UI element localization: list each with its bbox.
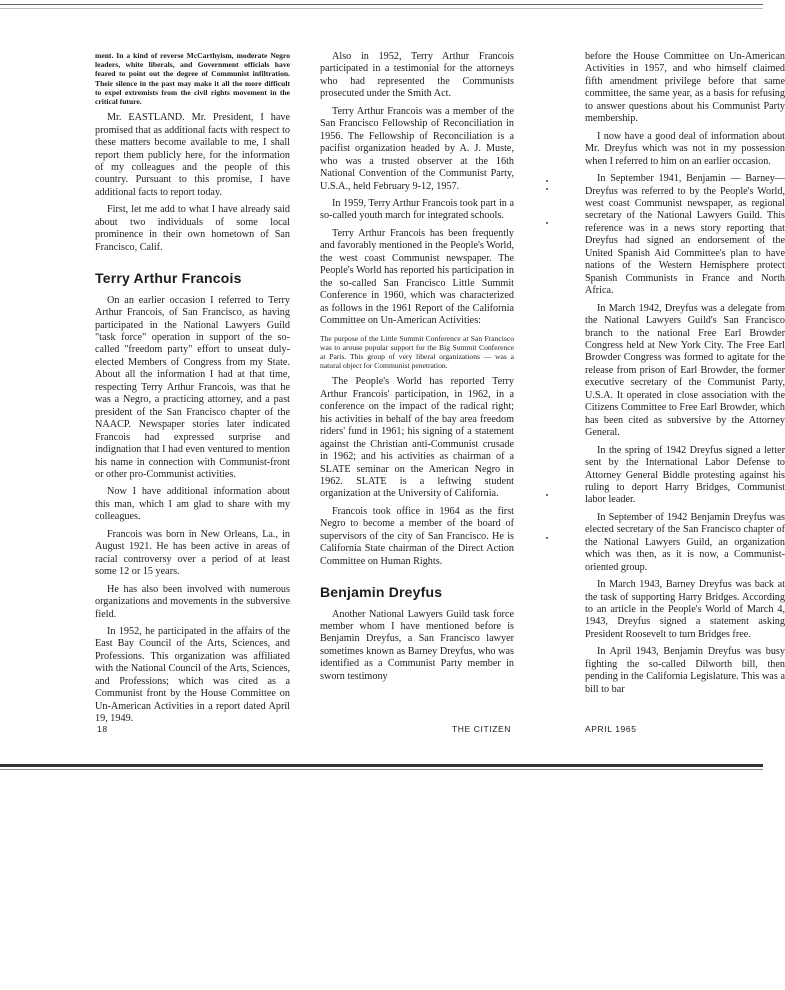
block-quote: The purpose of the Little Summit Conference at San Francisco was to arouse popular support for the Big Summit Conference at Paris. This group of very liberal organizations — was a natural object for Communist penetration.: [320, 333, 514, 371]
top-rule-thin: [0, 8, 763, 9]
paragraph: In March 1943, Barney Dreyfus was back at the task of supporting Harry Bridges. According to an article in the People's World of March 4, 1943, Dreyfus signed a statement asking President Roosevelt to turn Bridges free.: [585, 579, 785, 640]
paragraph: ment. In a kind of reverse McCarthyism, moderate Negro leaders, white liberals, and Government officials have feared to point out the degree of Communist infiltration. Their silence in the past may make it all the more difficult to expel extremists from the civil rights movement in the critical future.: [95, 51, 290, 107]
margin-speck: [546, 537, 548, 539]
paragraph: In the spring of 1942 Dreyfus signed a letter sent by the International Labor Defense to Attorney General Biddle protesting against his ruling to deport Harry Bridges, Communist labor leader.: [585, 444, 785, 506]
paragraph: He has also been involved with numerous organizations and movements in the subversive field.: [95, 583, 290, 620]
paragraph: In April 1943, Benjamin Dreyfus was busy fighting the so-called Dilworth bill, then pending in the California Legislature. This was a bill to bar: [585, 646, 785, 695]
margin-speck: [546, 222, 548, 224]
paragraph: In September of 1942 Benjamin Dreyfus was elected secretary of the San Francisco chapter of the National Lawyers Guild, an organization which was then, as it is now, a Communist-oriented group.: [585, 511, 785, 573]
magazine-name: THE CITIZEN: [452, 724, 512, 734]
paragraph: Another National Lawyers Guild task force member whom I have mentioned before is Benjamin Dreyfus, a San Francisco lawyer sometimes known as Barney Dreyfus, who was identified as a Communist Party member in sworn testimony: [320, 608, 514, 682]
paragraph: Francois took office in 1964 as the first Negro to become a member of the board of supervisors of the city of San Francisco. He is California State chairman of the Direct Action Committee on Human Rights.: [320, 505, 514, 567]
paragraph: In September 1941, Benjamin — Barney—Dreyfus was referred to by the People's World, west coast Communist newspaper, as regional secretary of the National Lawyers Guild. This reference was in a news story reporting that Dreyfus had signed an endorsement of the United Spanish Aid Committee's plan to have nations of the Western Hemisphere protect Spanish Communists in France and North Africa.: [585, 173, 785, 297]
margin-speck: [546, 188, 548, 190]
paragraph: Francois was born in New Orleans, La., in August 1921. He has been active in areas of racial controversy over a period of at least some 12 or 15 years.: [95, 528, 290, 578]
bottom-rule-thin: [0, 769, 763, 770]
bottom-rule: [0, 764, 763, 767]
paragraph: In March 1942, Dreyfus was a delegate from the National Lawyers Guild's San Francisco branch to the national Free Earl Browder Congress held at New York City. The Free Earl Browder Congress was formed to agitate for the release from prison of Earl Browder, the former executive secretary of the Communist Party, U.S.A. It operated in close association with the Citizens Committee to Free Earl Browder, which has been cited as subversive by the Attorney General.: [585, 302, 785, 439]
paragraph: Terry Arthur Francois was a member of the San Francisco Fellowship of Reconciliation in 1956. The Fellowship of Reconciliation is a pacifist organization headed by A. J. Muste, who was a trusted observer at the 16th National Convention of the Communist Party, U.S.A., held February 9-12, 1957.: [320, 105, 514, 192]
column-right: [585, 51, 785, 701]
section-heading-francois: Terry Arthur Francois: [95, 270, 242, 287]
paragraph: The People's World has reported Terry Arthur Francois' participation, in 1962, in a conference on the impact of the radical right; his activities in behalf of the bay area freedom riders' fund in 1961; his signing of a statement against the Christian anti-Communist crusade in 1962; and his activities as chairman of a SLATE seminar on the American Negro in 1962. SLATE is a leftwing student organization at the University of California.: [320, 376, 514, 500]
page-number: 18: [97, 724, 108, 734]
top-rule: [0, 4, 763, 5]
paragraph: Now I have additional information about this man, which I am glad to share with my colleagues.: [95, 486, 290, 523]
paragraph: Terry Arthur Francois has been frequently and favorably mentioned in the People's World, the west coast Communist newspaper. The People's World has reported his participation in the so-called San Francisco Little Summit Conference in 1960, which was characterized as follows in the 1961 Report of the California Committee on Un-American Activities:: [320, 227, 514, 327]
paragraph: Mr. EASTLAND. Mr. President, I have promised that as additional facts with respect to these matters become available to me, I shall report them publicly here, for the information of my colleagues and the people of this country. Pursuant to this promise, I have additional facts to report today.: [95, 112, 290, 198]
section-heading-dreyfus: Benjamin Dreyfus: [320, 584, 443, 601]
paragraph: In 1952, he participated in the affairs of the East Bay Council of the Arts, Sciences, and Professions. This organization was affiliated with the National Council of the Arts, Sciences, and Professions; which was cited as a Communist front by the House Committee on Un-American Activities in a report dated April 19, 1949.: [95, 625, 290, 725]
column-left: [95, 51, 290, 731]
paragraph: On an earlier occasion I referred to Terry Arthur Francois, of San Francisco, as having participated in the National Lawyers Guild "task force" operation in support of the so-called "freedom party" effort to unseat duly-elected Members of Congress from my State. About all the information I had at that time, respecting Terry Arthur Francois, was that he was a Negro, a practicing attorney, and a past president of the San Francisco chapter of the NAACP. Newspaper stories later indicated Francois had expressed surprise and indignation that I had even ventured to mention his name in connection with Communist-front or other pro-Communist activities.: [95, 294, 290, 480]
margin-speck: [546, 494, 548, 496]
paragraph: before the House Committee on Un-American Activities in 1957, and who himself claimed fifth amendment privilege before that same committee, the same year, as a basis for refusing to answer questions about his Communist Party membership.: [585, 51, 785, 125]
issue-date: APRIL 1965: [585, 724, 637, 734]
paragraph: I now have a good deal of information about Mr. Dreyfus which was not in my possession when I referred to him on an earlier occasion.: [585, 130, 785, 167]
paragraph: First, let me add to what I have already said about two individuals of some local prominence in their own hometown of San Francisco, Calif.: [95, 204, 290, 253]
paragraph: Also in 1952, Terry Arthur Francois participated in a testimonial for the attorneys who had represented the Communists prosecuted under the Smith Act.: [320, 51, 514, 100]
column-middle: [320, 51, 514, 688]
paragraph: In 1959, Terry Arthur Francois took part in a so-called youth march for integrated schools.: [320, 197, 514, 222]
margin-speck: [546, 180, 548, 182]
